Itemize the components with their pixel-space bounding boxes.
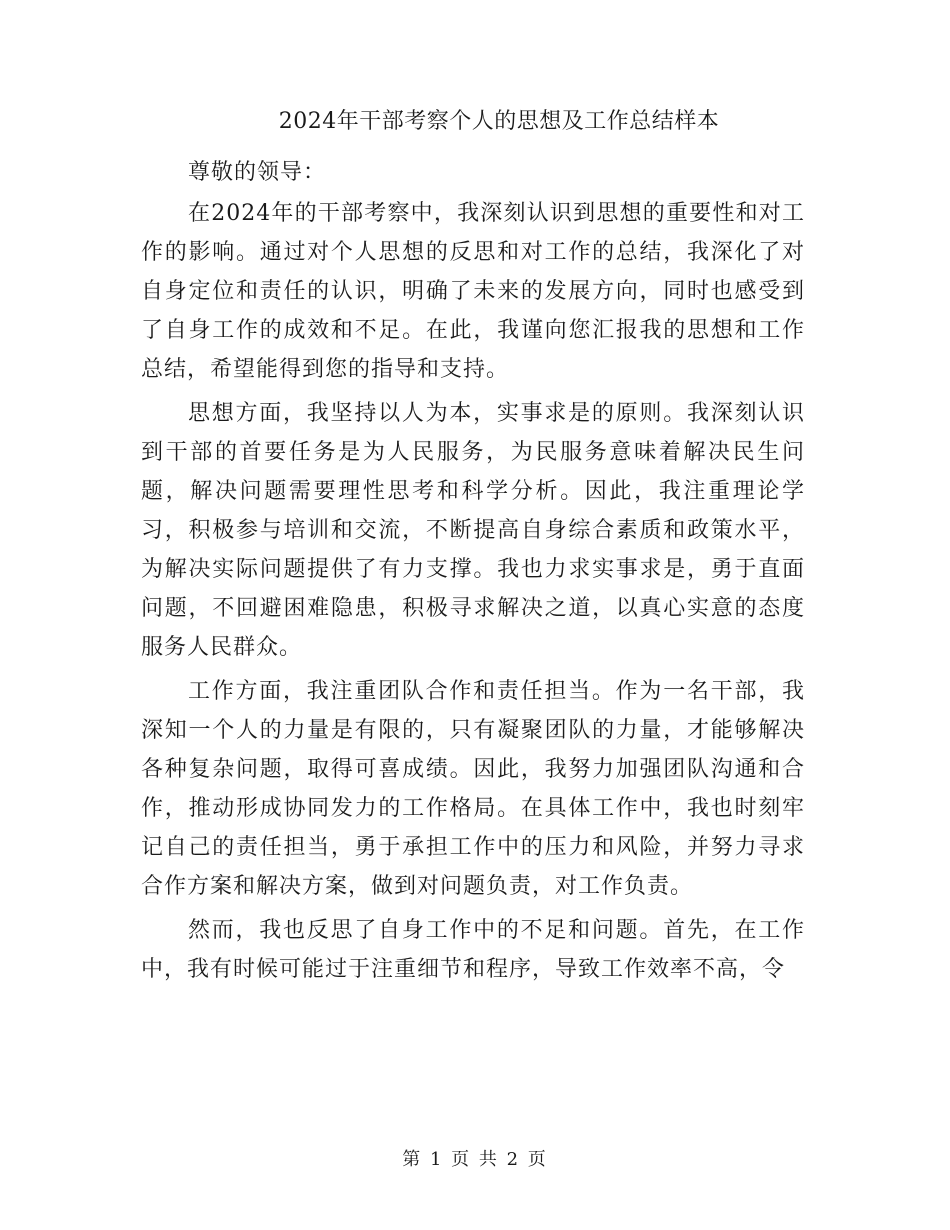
document-title: 2024年干部考察个人的思想及工作总结样本 [278, 109, 720, 134]
page-number-footer: 第 1 页 共 2 页 [402, 1149, 548, 1170]
paragraph-thought: 思想方面，我坚持以人为本，实事求是的原则。我深刻认识到干部的首要任务是为人民服务，为民服务意味着解决民生问题，解决问题需要理性思考和科学分析。因此，我注重理论学习，积极参与培训和交流，不断提高自身综合素质和政策水平，为解决实际问题提供了有力支撑。我也力求实事求是，勇于直面问题，不回避困难隐患，积极寻求解决之道，以真心实意的态度服务人民群众。 [141, 401, 805, 660]
paragraph-shortcomings: 然而，我也反思了自身工作中的不足和问题。首先，在工作中，我有时候可能过于注重细节和程序，导致工作效率不高，令 [141, 918, 805, 982]
salutation: 尊敬的领导： [188, 160, 327, 185]
paragraph-intro: 在2024年的干部考察中，我深刻认识到思想的重要性和对工作的影响。通过对个人思想的反思和对工作的总结，我深化了对自身定位和责任的认识，明确了未来的发展方向，同时也感受到了自身工作的成效和不足。在此，我谨向您汇报我的思想和工作总结，希望能得到您的指导和支持。 [141, 201, 805, 382]
document-body [141, 153, 805, 994]
paragraph-work: 工作方面，我注重团队合作和责任担当。作为一名干部，我深知一个人的力量是有限的，只有凝聚团队的力量，才能够解决各种复杂问题，取得可喜成绩。因此，我努力加强团队沟通和合作，推动形成协同发力的工作格局。在具体工作中，我也时刻牢记自己的责任担当，勇于承担工作中的压力和风险，并努力寻求合作方案和解决方案，做到对问题负责，对工作负责。 [141, 679, 805, 899]
